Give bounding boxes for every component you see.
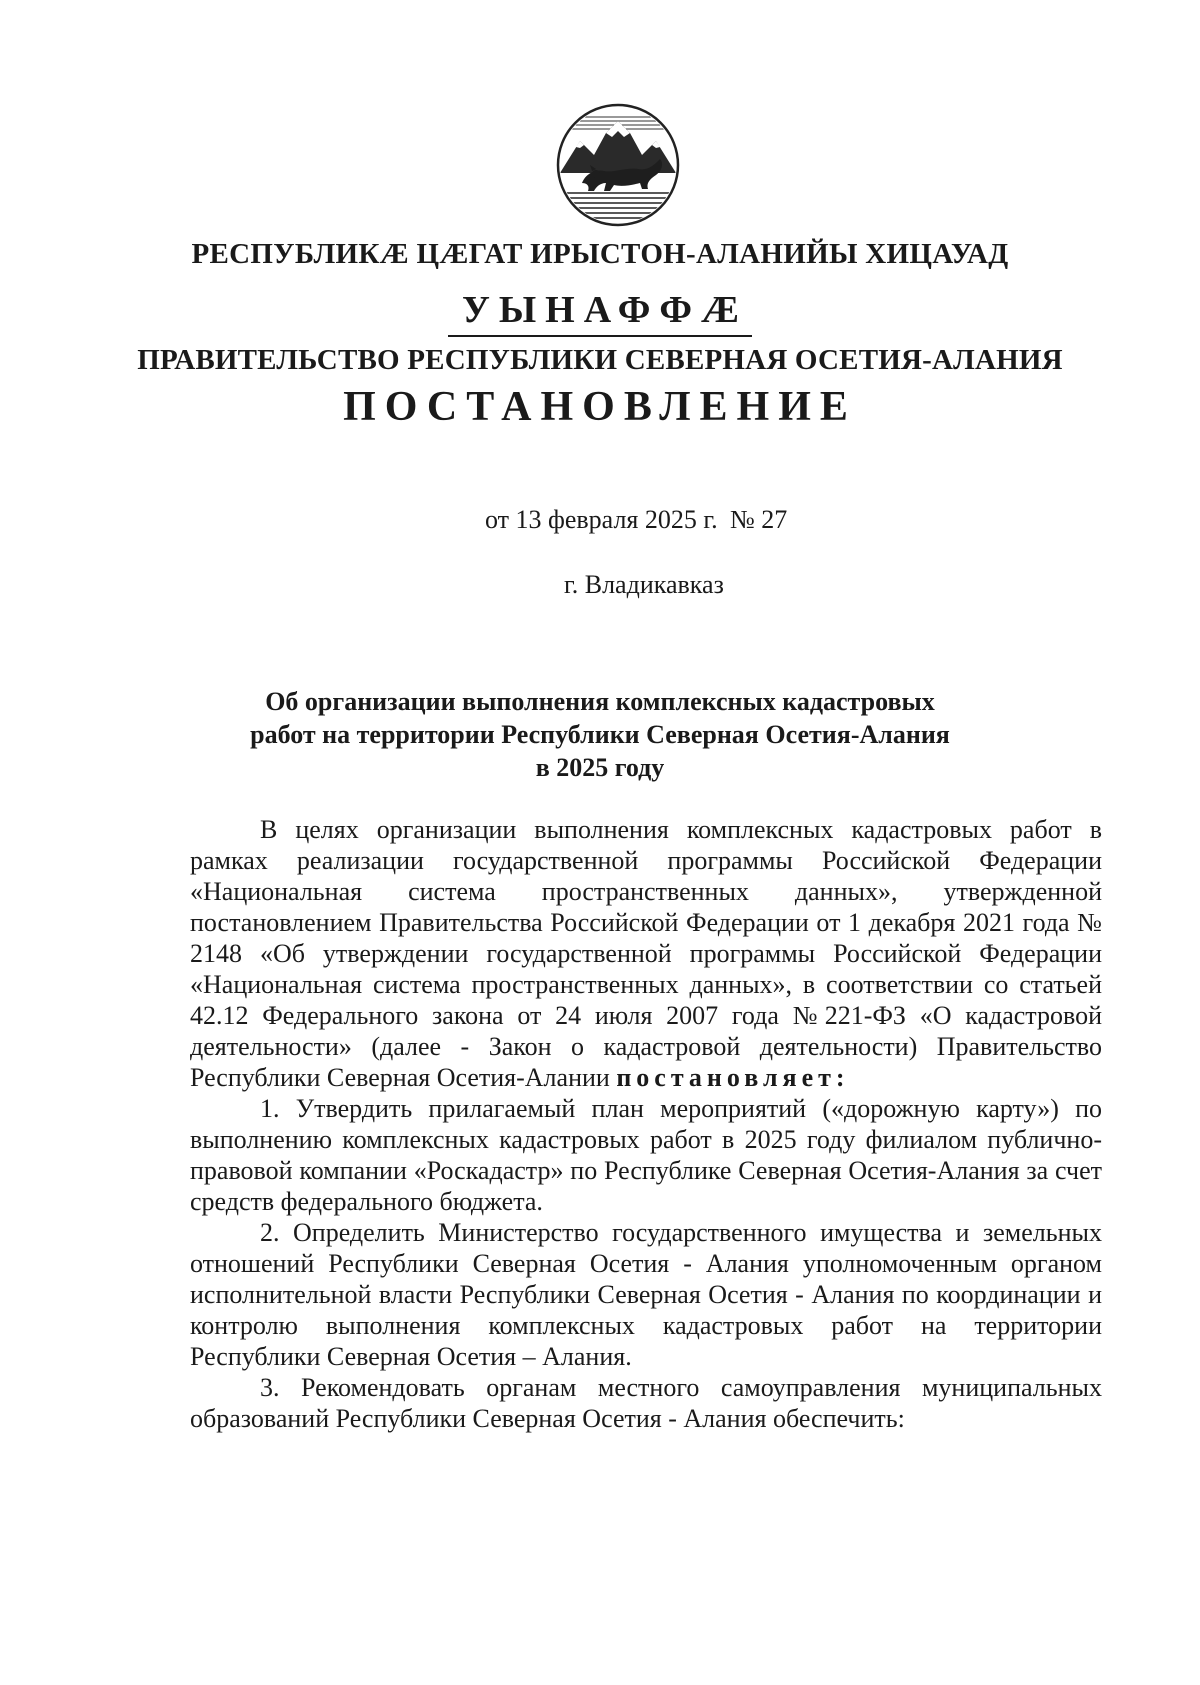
document-date: от 13 февраля 2025 г. — [485, 505, 718, 534]
title-line-2: работ на территории Республики Северная Осетия-Алания — [250, 720, 950, 749]
item-3-paragraph: 3. Рекомендовать органам местного самоуправления муниципальных образований Республики Северная Осетия - Алания обеспечить: — [190, 1373, 1102, 1433]
russian-government-heading: ПРАВИТЕЛЬСТВО РЕСПУБЛИКИ СЕВЕРНАЯ ОСЕТИЯ-АЛАНИЯ — [137, 344, 1063, 376]
document-number: № 27 — [730, 505, 788, 534]
preamble-paragraph — [190, 814, 1102, 1093]
ossetian-government-heading: РЕСПУБЛИКÆ ЦÆГАТ ИРЫСТОН-АЛАНИЙЫ ХИЦАУАД — [191, 238, 1009, 270]
ossetian-decree-heading-wrap — [0, 290, 1200, 337]
document-body — [190, 814, 1102, 1434]
coat-of-arms-emblem — [556, 103, 680, 227]
document-city: г. Владикавказ — [564, 570, 724, 599]
russian-decree-heading: ПОСТАНОВЛЕНИЕ — [343, 384, 857, 430]
preamble-text: В целях организации выполнения комплексных кадастровых работ в рамках реализации государственной программы Российской Федерации «Национальная система пространственных данных», утвержденной постановлением Правительства Российской Федерации от 1 декабря 2021 года № 2148 «Об утверждении государственной программы Российской Федерации «Национальная система пространственных данных», в соответствии со статьей 42.12 Федерального закона от 24 июля 2007 года №221-ФЗ «О кадастровой деятельности» (далее - Закон о кадастровой деятельности) Правительство Республики Северная Осетия-Алании — [190, 815, 1102, 1092]
title-line-3: в 2025 году — [535, 753, 665, 782]
document-title — [0, 685, 1200, 784]
item-2-paragraph: 2. Определить Министерство государственного имущества и земельных отношений Республики Северная Осетия - Алания уполномоченным органом исполнительной власти Республики Северная Осетия - Алания по координации и контролю выполнения комплексных кадастровых работ на территории Республики Северная Осетия – Алания. — [190, 1218, 1102, 1371]
title-line-1: Об организации выполнения комплексных кадастровых — [265, 687, 935, 716]
ossetian-decree-heading: УЫНАФФÆ — [448, 290, 752, 337]
item-1-paragraph: 1. Утвердить прилагаемый план мероприятий («дорожную карту») по выполнению комплексных кадастровых работ в 2025 году филиалом публично-правовой компании «Роскадастр» по Республике Северная Осетия-Алания за счет средств федерального бюджета. — [190, 1094, 1102, 1216]
decrees-keyword: постановляет: — [616, 1063, 850, 1092]
